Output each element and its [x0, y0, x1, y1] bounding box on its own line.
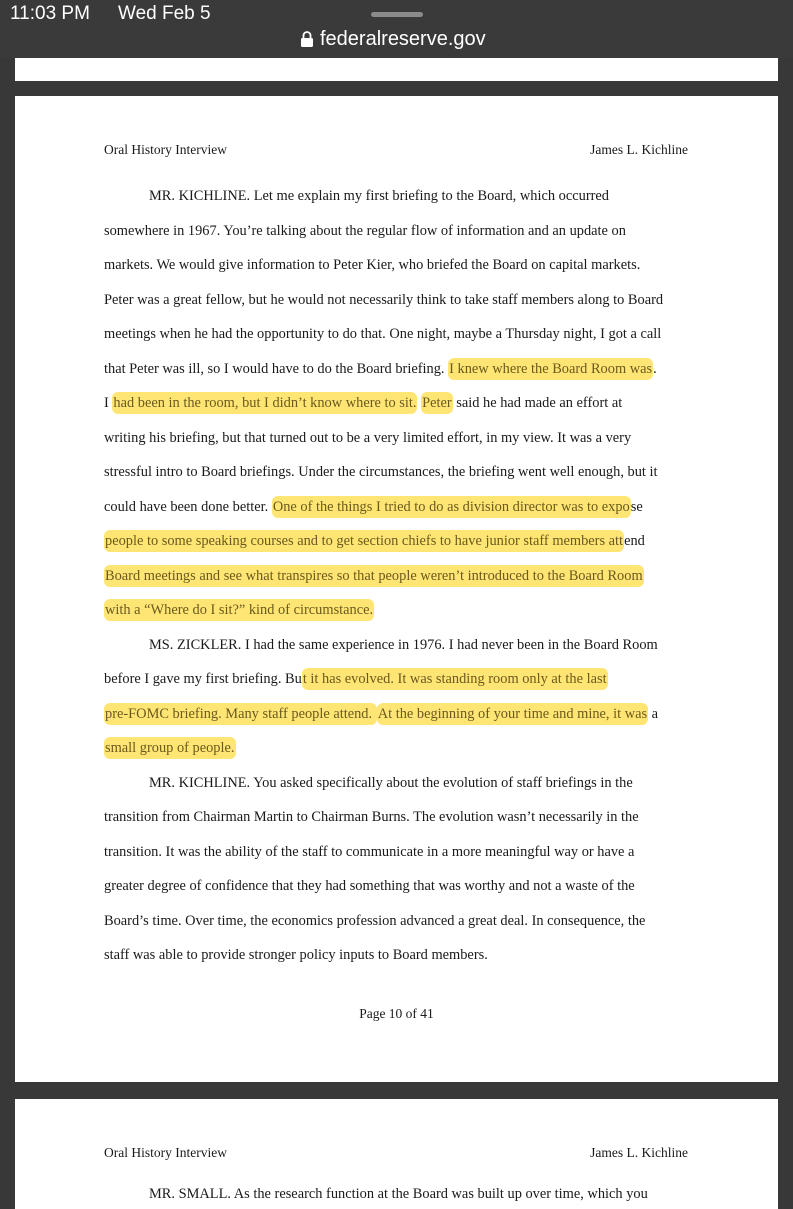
- text-segment: Board’s time. Over time, the economics profession advanced a great deal. In consequence, the: [104, 912, 646, 929]
- highlighted-text: At the beginning of your time and mine, it was: [377, 703, 648, 725]
- text-line: [104, 600, 374, 620]
- address-bar[interactable]: [300, 26, 486, 52]
- highlighted-text: One of the things I tried to do as division director was to expo: [272, 496, 631, 518]
- next-page-sheet: [15, 1099, 778, 1209]
- text-line: [104, 497, 643, 517]
- highlighted-text: Peter: [421, 392, 453, 414]
- text-line: [104, 531, 645, 551]
- highlighted-text: pre-FOMC briefing. Many staff people attend.: [104, 703, 377, 725]
- page-number: Page 10 of 41: [359, 1006, 434, 1021]
- text-segment: transition. It was the ability of the staff to communicate in a more meaningful way or have a: [104, 843, 635, 860]
- highlighted-text: t it has evolved. It was standing room only at the last: [302, 668, 608, 690]
- page-header-right: James L. Kichline: [590, 142, 688, 157]
- previous-page-sheet: [15, 58, 778, 81]
- text-segment: writing his briefing, but that turned out to be a very limited effort, in my view. It was a very: [104, 429, 632, 446]
- text-segment: meetings when he had the opportunity to do that. One night, maybe a Thursday night, I got a call: [104, 326, 662, 342]
- text-line: [104, 359, 657, 379]
- next-page-header-left: Oral History Interview: [104, 1145, 227, 1160]
- text-line: [104, 393, 622, 413]
- text-segment: staff was able to provide stronger policy inputs to Board members.: [104, 947, 488, 963]
- text-line: [104, 324, 661, 344]
- text-segment: said he had made an effort at: [452, 395, 623, 411]
- text-line: [104, 290, 663, 310]
- text-segment: somewhere in 1967. You’re talking about the regular flow of information and an update on: [104, 222, 626, 239]
- text-segment: MR. KICHLINE. Let me explain my first briefing to the Board, which occurred: [149, 188, 609, 204]
- text-line: [104, 842, 634, 862]
- text-segment: could have been done better.: [104, 498, 272, 515]
- highlighted-text: Board meetings and see what transpires so that people weren’t introduced to the Board Room: [104, 565, 644, 587]
- text-line: [104, 911, 645, 931]
- text-segment: Peter was a great fellow, but he would not necessarily think to take staff members along to Board: [104, 291, 664, 308]
- text-segment: stressful intro to Board briefings. Under the circumstances, the briefing went well enough, but it: [104, 464, 658, 480]
- text-segment: MR. KICHLINE. You asked specifically about the evolution of staff briefings in the: [149, 774, 633, 791]
- status-bar: [0, 0, 793, 58]
- text-segment: MS. ZICKLER. I had the same experience in 1976. I had never been in the Board Room: [149, 636, 658, 653]
- text-segment: that Peter was ill, so I would have to do the Board briefing.: [104, 360, 449, 377]
- status-date: Wed Feb 5: [118, 3, 211, 24]
- text-segment: .: [653, 360, 657, 377]
- next-page-header-right: James L. Kichline: [590, 1145, 688, 1160]
- text-line: [149, 186, 609, 206]
- text-line: [104, 807, 639, 827]
- text-line: [104, 255, 640, 275]
- text-line: [104, 221, 626, 241]
- text-line: [104, 738, 236, 758]
- highlighted-text: people to some speaking courses and to get section chiefs to have junior staff members att: [104, 530, 624, 552]
- highlighted-text: had been in the room, but I didn’t know where to sit.: [112, 392, 417, 414]
- text-line: [104, 945, 488, 965]
- text-segment: end: [624, 533, 645, 549]
- text-segment: I: [104, 395, 113, 411]
- text-line: [104, 428, 631, 448]
- text-line: [104, 704, 658, 724]
- highlighted-text: small group of people.: [104, 737, 236, 759]
- text-segment: se: [630, 498, 643, 515]
- text-segment: a: [648, 705, 659, 722]
- highlighted-text: I knew where the Board Room was: [448, 358, 653, 380]
- text-line: [104, 462, 658, 482]
- text-line: [104, 876, 635, 896]
- page-header-left: Oral History Interview: [104, 142, 227, 157]
- text-line: [149, 773, 633, 793]
- text-segment: markets. We would give information to Peter Kier, who briefed the Board on capital markets.: [104, 257, 641, 273]
- text-segment: transition from Chairman Martin to Chairman Burns. The evolution wasn’t necessarily in the: [104, 809, 639, 825]
- text-line: [149, 635, 658, 655]
- text-line: [104, 566, 644, 586]
- text-line: [104, 669, 608, 689]
- text-segment: before I gave my first briefing. Bu: [104, 671, 302, 687]
- lock-icon: [300, 30, 314, 48]
- highlighted-text: with a “Where do I sit?” kind of circumstance.: [104, 599, 374, 621]
- multitasking-handle[interactable]: [371, 12, 423, 17]
- status-time: 11:03 PM: [10, 3, 90, 24]
- url-text[interactable]: federalreserve.gov: [320, 27, 486, 50]
- next-page-first-line: MR. SMALL. As the research function at the Board was built up over time, which you: [149, 1186, 648, 1202]
- text-segment: greater degree of confidence that they had something that was worthy and not a waste of the: [104, 878, 635, 894]
- document-page: [15, 96, 778, 1082]
